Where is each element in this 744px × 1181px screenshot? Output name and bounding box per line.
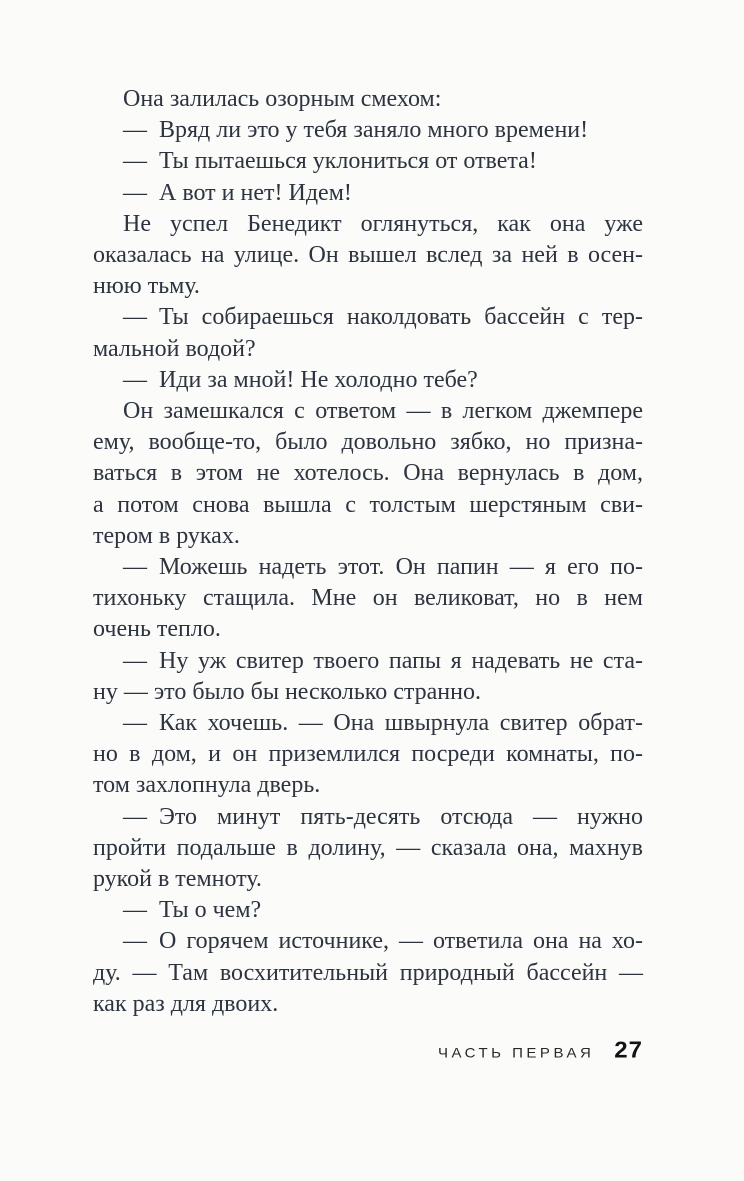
- text-line: ему, вообще-то, было довольно зябко, но призна-: [93, 429, 643, 456]
- text-line: тером в руках.: [93, 522, 240, 549]
- text-line: пройти подальше в долину, — сказала она, махнув: [93, 834, 643, 861]
- footer-section-label: ЧАСТЬ ПЕРВАЯ: [437, 1045, 595, 1061]
- text-line: — Вряд ли это у тебя заняло много времени!: [123, 117, 589, 144]
- text-line: Он замешкался с ответом — в легком джемпере: [123, 398, 643, 425]
- text-line: — Можешь надеть этот. Он папин — я его по-: [123, 554, 643, 581]
- text-line: мальной водой?: [93, 335, 256, 362]
- text-line: — Ты о чем?: [123, 897, 262, 924]
- page-footer: [438, 1036, 643, 1064]
- text-line: очень тепло.: [93, 616, 221, 643]
- text-block: [93, 84, 643, 1020]
- text-line: рукой в темноту.: [93, 866, 262, 893]
- text-line: оказалась на улице. Он вышел вслед за ней в осен-: [93, 242, 643, 269]
- text-line: — А вот и нет! Идем!: [123, 179, 352, 206]
- text-line: ну — это было бы несколько странно.: [93, 678, 481, 705]
- text-line: Не успел Бенедикт оглянуться, как она уже: [123, 210, 643, 237]
- text-line: — Ты пытаешься уклониться от ответа!: [123, 148, 537, 175]
- text-line: нюю тьму.: [93, 273, 200, 300]
- text-line: — Как хочешь. — Она швырнула свитер обрат-: [123, 710, 643, 737]
- text-line: тихоньку стащила. Мне он великоват, но в нем: [93, 585, 643, 612]
- text-line: — О горячем источнике, — ответила она на хо-: [123, 928, 643, 955]
- text-line: — Ты собираешься наколдовать бассейн с тер-: [123, 304, 643, 331]
- footer-page-number: 27: [614, 1037, 643, 1064]
- text-line: но в дом, и он приземлился посреди комнаты, по-: [93, 741, 643, 768]
- text-line: а потом снова вышла с толстым шерстяным сви-: [93, 491, 643, 518]
- text-line: Она залилась озорным смехом:: [123, 86, 442, 112]
- text-line: как раз для двоих.: [93, 990, 279, 1017]
- text-line: том захлопнула дверь.: [93, 772, 321, 799]
- text-line: ваться в этом не хотелось. Она вернулась в дом,: [93, 460, 643, 487]
- text-line: — Ну уж свитер твоего папы я надевать не ста-: [123, 647, 643, 674]
- text-line: — Иди за мной! Не холодно тебе?: [123, 366, 478, 393]
- text-line: ду. — Там восхитительный природный бассейн —: [93, 959, 643, 986]
- text-line: — Это минут пять-десять отсюда — нужно: [123, 803, 643, 830]
